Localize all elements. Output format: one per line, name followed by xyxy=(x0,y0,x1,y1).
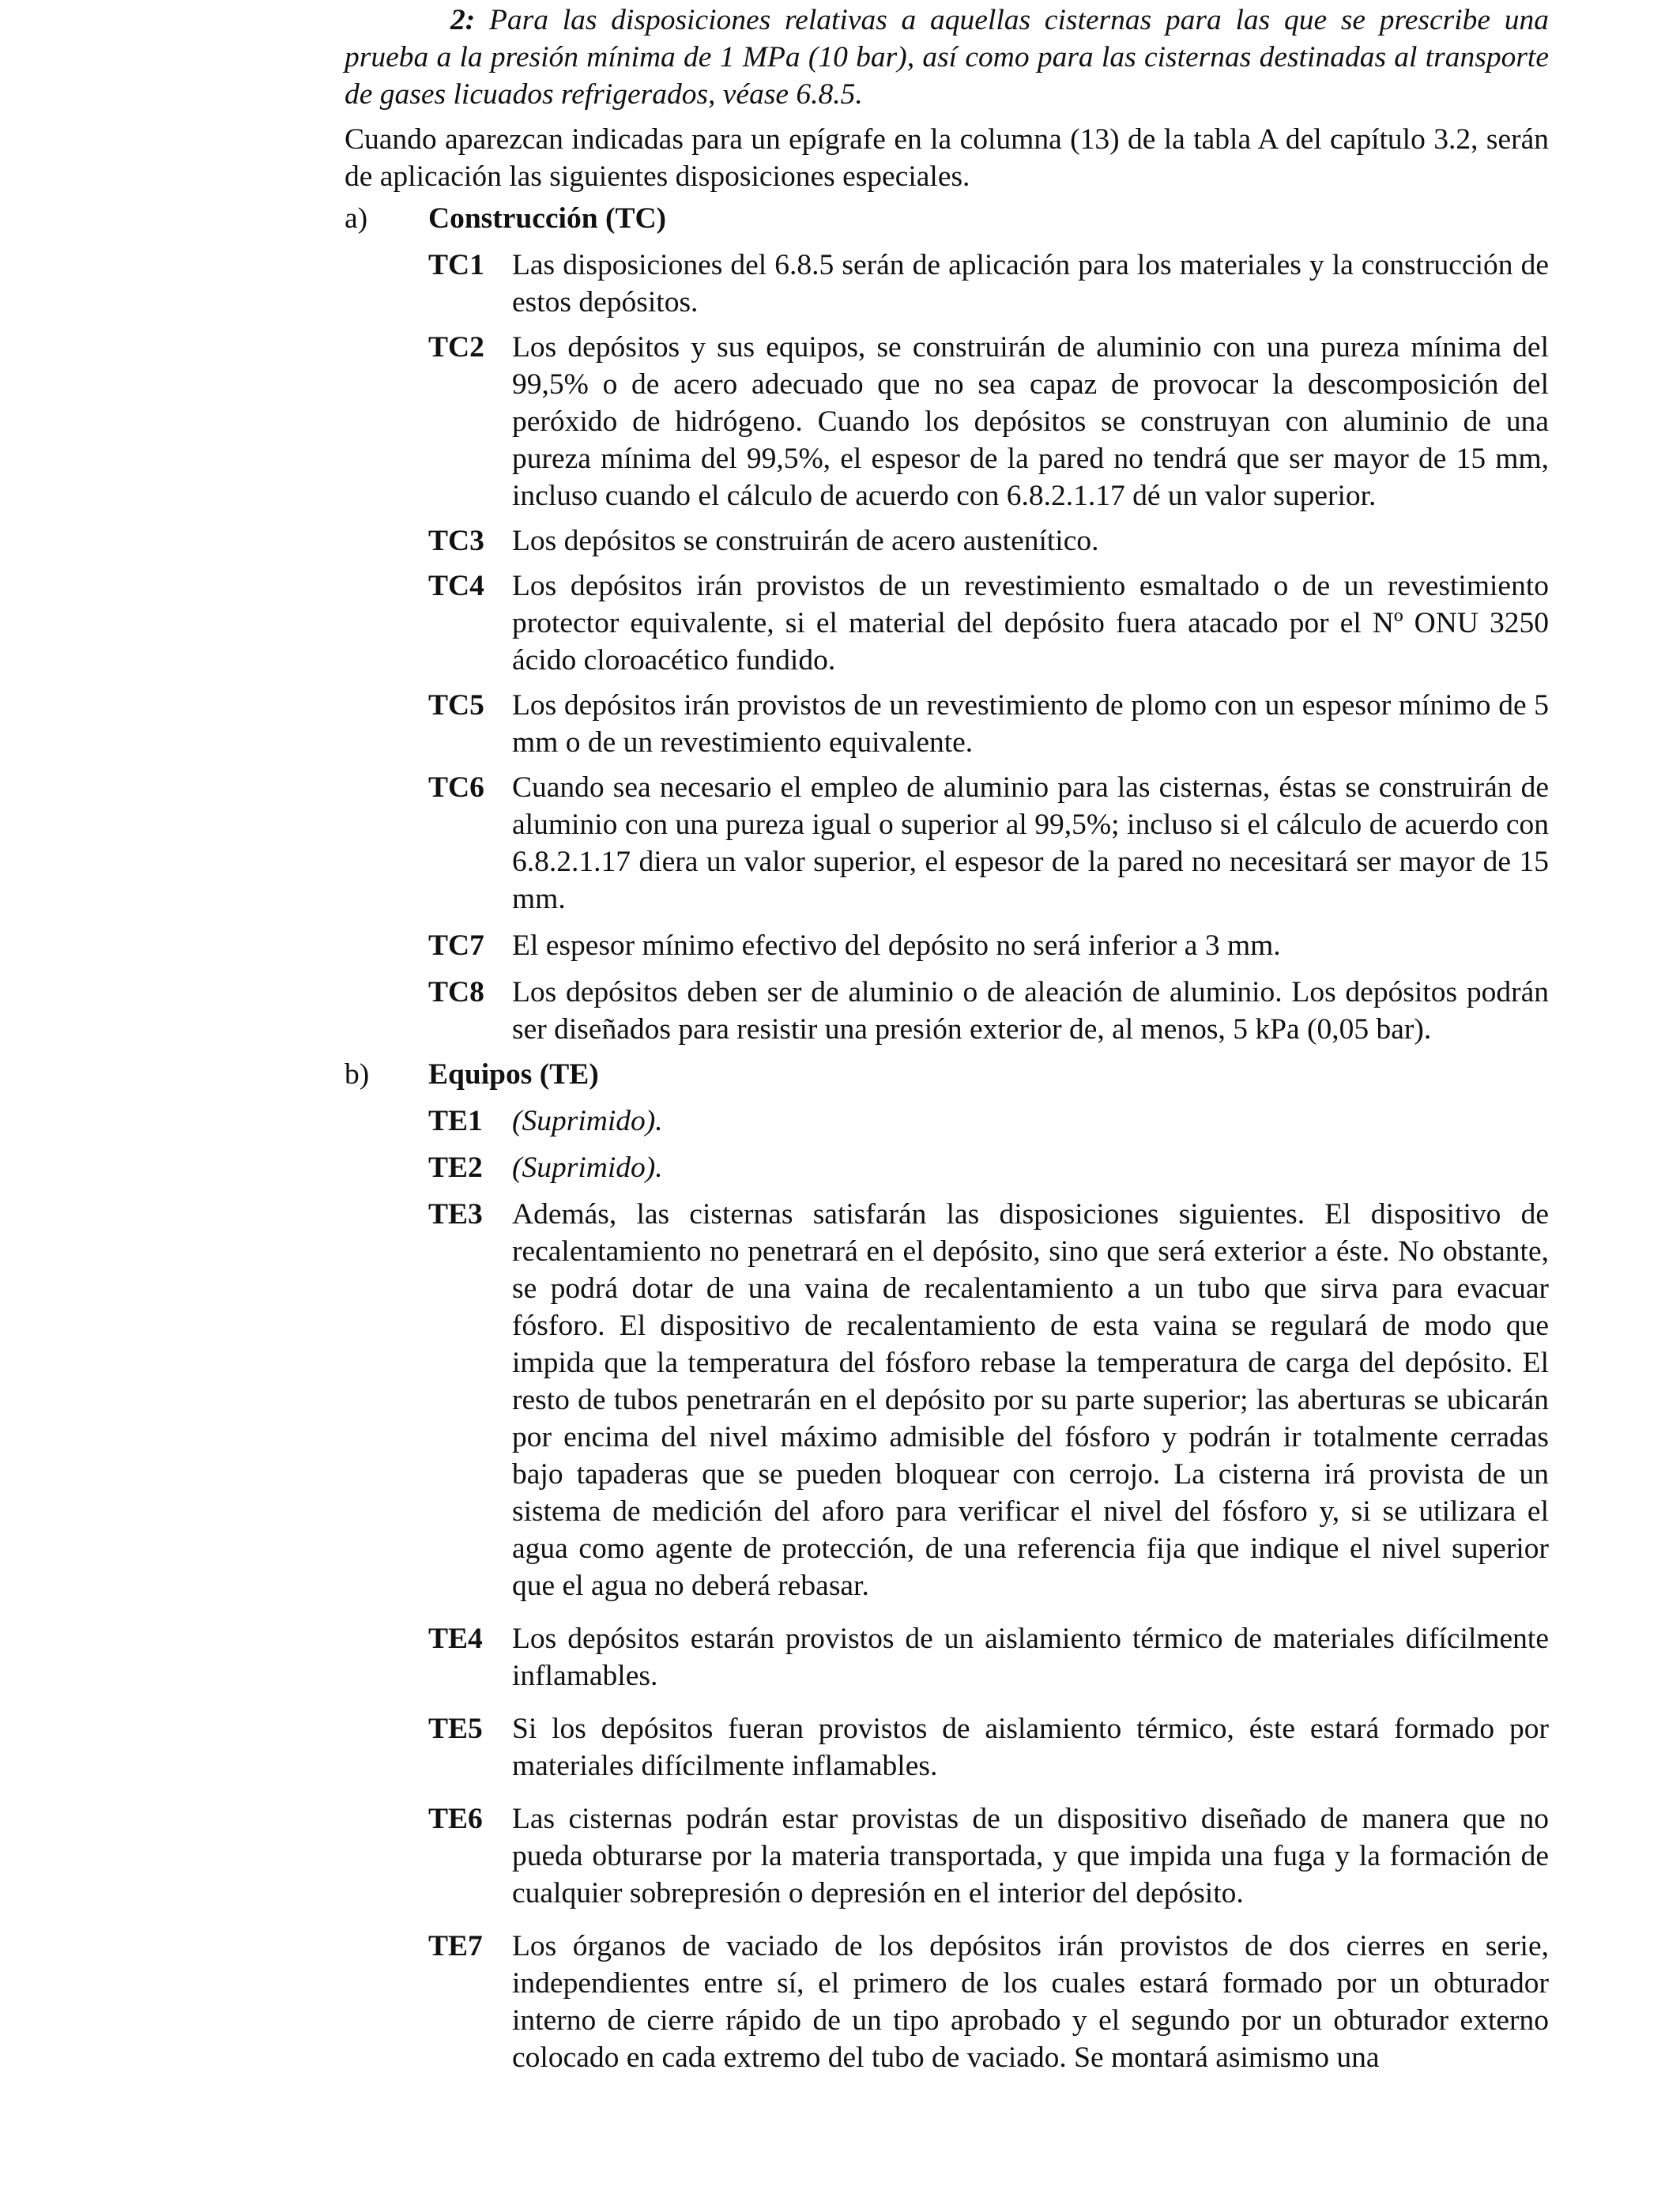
provision-tc2 xyxy=(428,329,1549,515)
equipment-list xyxy=(428,1103,1549,2076)
provision-code: TC5 xyxy=(428,689,484,722)
note-paragraph xyxy=(345,2,1549,113)
section-letter: a) xyxy=(345,202,368,235)
provision-code: TE7 xyxy=(428,1930,483,1962)
provision-text: Cuando sea necesario el empleo de aluminio para las cisternas, éstas se construirán de aluminio con una pureza igual o superior al 99,5%; incluso si el cálculo de acuerdo con 6.8.2.1.17 diera un valor superior, el espesor de la pared no necesitará ser mayor de 15 mm. xyxy=(512,771,1549,915)
provision-text: Si los depósitos fueran provistos de aislamiento térmico, éste estará formado por materiales difícilmente inflamables. xyxy=(512,1713,1549,1782)
provision-code: TC4 xyxy=(428,570,484,602)
provision-te4 xyxy=(428,1620,1549,1695)
provision-text: Los depósitos deben ser de aluminio o de aleación de aluminio. Los depósitos podrán ser diseñados para resistir una presión exterior de, al menos, 5 kPa (0,05 bar). xyxy=(512,976,1549,1046)
provision-tc1 xyxy=(428,247,1549,321)
provision-text: Los órganos de vaciado de los depósitos irán provistos de dos cierres en serie, independientes entre sí, el primero de los cuales estará formado por un obturador interno de cierre rápido de un tipo aprobado y el segundo por un obturador externo colocado en cada extremo del tubo de vaciado. Se montará asimismo una xyxy=(512,1930,1549,2074)
provision-text: Los depósitos estarán provistos de un aislamiento térmico de materiales difícilmente inflamables. xyxy=(512,1623,1549,1692)
provision-code: TC1 xyxy=(428,249,484,281)
provision-tc5 xyxy=(428,687,1549,761)
provision-text: Las disposiciones del 6.8.5 serán de aplicación para los materiales y la construcción de estos depósitos. xyxy=(512,249,1549,319)
provision-text: (Suprimido). xyxy=(512,1152,663,1184)
provision-te7 xyxy=(428,1928,1549,2076)
section-title: Equipos (TE) xyxy=(428,1058,599,1091)
provision-code: TE2 xyxy=(428,1152,483,1184)
provision-code: TC3 xyxy=(428,525,484,557)
section-heading-construction xyxy=(345,200,1549,237)
note-number: 2: xyxy=(450,4,476,36)
provision-text: Las cisternas podrán estar provistas de un dispositivo diseñado de manera que no pueda obturarse por la materia transportada, y que impida una fuga y la formación de cualquier sobrepresión o depresión en el interior del depósito. xyxy=(512,1803,1549,1909)
provision-text: Los depósitos irán provistos de un revestimiento esmaltado o de un revestimiento protector equivalente, si el material del depósito fuera atacado por el Nº ONU 3250 ácido cloroacético fundido. xyxy=(512,570,1549,677)
section-heading-equipment xyxy=(345,1056,1549,1093)
provision-tc4 xyxy=(428,567,1549,679)
provision-te2 xyxy=(428,1149,1549,1186)
provision-te3 xyxy=(428,1196,1549,1604)
provision-tc3 xyxy=(428,522,1549,560)
provision-code: TC6 xyxy=(428,771,484,804)
provision-te5 xyxy=(428,1710,1549,1785)
provision-code: TE4 xyxy=(428,1623,483,1655)
provision-tc7 xyxy=(428,927,1549,964)
provision-text: Los depósitos irán provistos de un revestimiento de plomo con un espesor mínimo de 5 mm o de un revestimiento equivalente. xyxy=(512,689,1549,759)
provision-code: TC8 xyxy=(428,976,484,1008)
construction-list xyxy=(428,247,1549,1048)
provision-code: TE5 xyxy=(428,1713,483,1745)
provision-text: (Suprimido). xyxy=(512,1105,663,1137)
section-letter: b) xyxy=(345,1058,370,1091)
provision-code: TE6 xyxy=(428,1803,483,1835)
provision-code: TE3 xyxy=(428,1198,483,1231)
provision-text: El espesor mínimo efectivo del depósito no será inferior a 3 mm. xyxy=(512,929,1281,962)
note-text: Para las disposiciones relativas a aquellas cisternas para las que se prescribe una prueba a la presión mínima de 1 MPa (10 bar), así como para las cisternas destinadas al transporte de gases licuados refrigerados, véase 6.8.5. xyxy=(345,4,1550,111)
provision-text: Además, las cisternas satisfarán las disposiciones siguientes. El dispositivo de recalentamiento no penetrará en el depósito, sino que será exterior a éste. No obstante, se podrá dotar de una vaina de recalentamiento a un tubo que sirva para evacuar fósforo. El dispositivo de recalentamiento de esta vaina se regulará de modo que impida que la temperatura del fósforo rebase la temperatura de carga del depósito. El resto de tubos penetrarán en el depósito por su parte superior; las aberturas se ubicarán por encima del nivel máximo admisible del fósforo y podrán ir totalmente cerradas bajo tapaderas que se pueden bloquear con cerrojo. La cisterna irá provista de un sistema de medición del aforo para verificar el nivel del fósforo y, si se utilizara el agua como agente de protección, de una referencia fija que indique el nivel superior que el agua no deberá rebasar. xyxy=(512,1198,1549,1602)
provision-te6 xyxy=(428,1800,1549,1912)
provision-tc8 xyxy=(428,974,1549,1048)
provision-code: TC7 xyxy=(428,929,484,962)
provision-tc6 xyxy=(428,769,1549,918)
provision-code: TC2 xyxy=(428,331,484,364)
document-page xyxy=(345,0,1549,2076)
provision-text: Los depósitos se construirán de acero austenítico. xyxy=(512,525,1099,557)
intro-paragraph: Cuando aparezcan indicadas para un epígrafe en la columna (13) de la tabla A del capítulo 3.2, serán de aplicación las siguientes disposiciones especiales. xyxy=(345,123,1549,193)
section-title: Construcción (TC) xyxy=(428,202,667,235)
provision-code: TE1 xyxy=(428,1105,483,1137)
provision-te1 xyxy=(428,1103,1549,1140)
provision-text: Los depósitos y sus equipos, se construirán de aluminio con una pureza mínima del 99,5% o de acero adecuado que no sea capaz de provocar la descomposición del peróxido de hidrógeno. Cuando los depósitos se construyan con aluminio de una pureza mínima del 99,5%, el espesor de la pared no tendrá que ser mayor de 15 mm, incluso cuando el cálculo de acuerdo con 6.8.2.1.17 dé un valor superior. xyxy=(512,331,1549,512)
